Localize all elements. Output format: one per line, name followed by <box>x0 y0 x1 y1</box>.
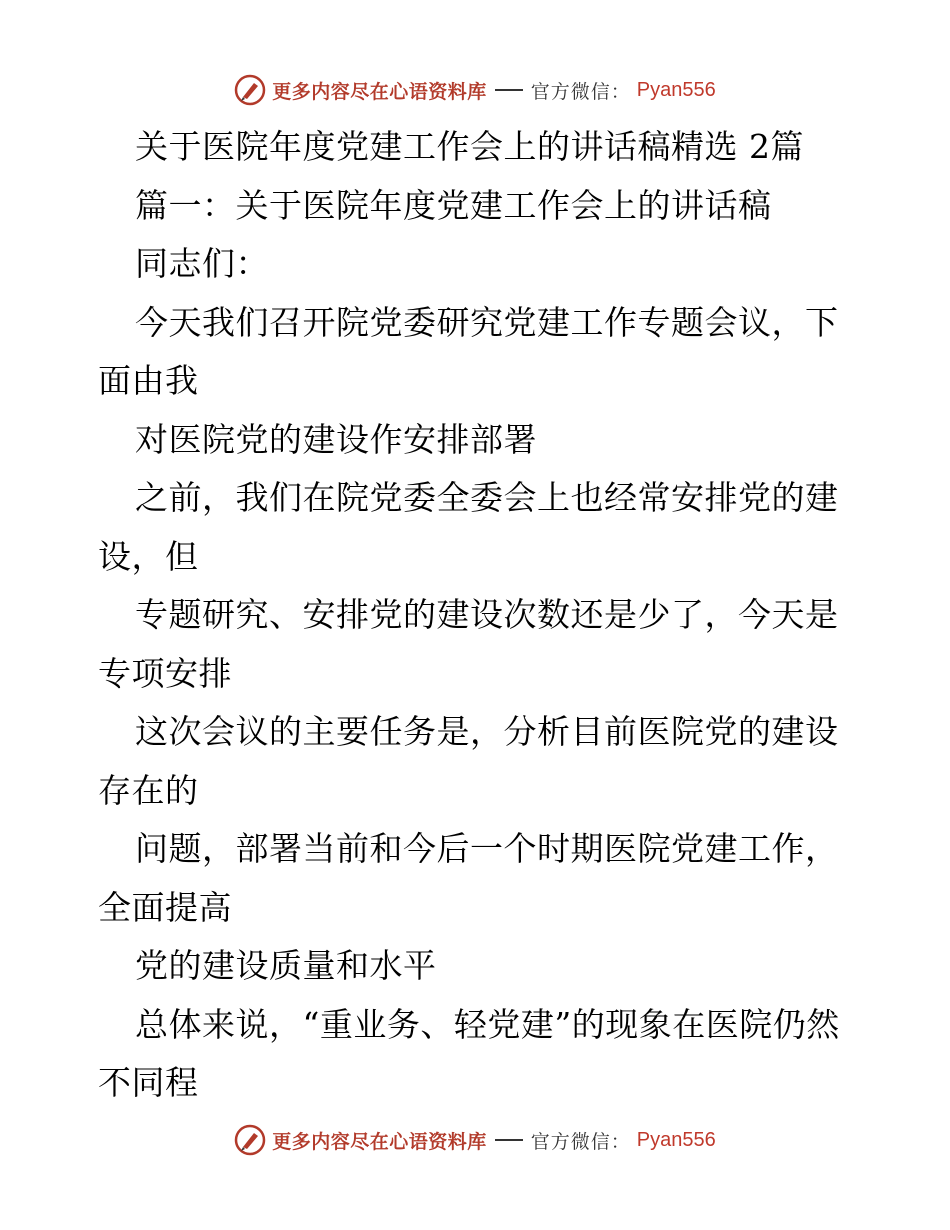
header-watermark-banner <box>0 70 950 110</box>
banner-contact-label: 官方微信： <box>530 80 631 103</box>
paragraph: 党的建设质量和水平 <box>135 946 437 985</box>
quill-pen-logo-icon <box>234 74 266 106</box>
section-heading: 篇一：关于医院年度党建工作会上的讲话稿 <box>135 185 772 225</box>
paragraph: 之前，我们在院党委全委会上也经常安排党的建设，但 <box>98 478 839 576</box>
banner-contact-label: 官方微信： <box>530 1130 631 1153</box>
document-title: 关于医院年度党建工作会上的讲话稿精选 2篇 <box>135 127 804 166</box>
banner-brand-text: 更多内容尽在心语资料库 <box>272 80 487 103</box>
document-body <box>98 118 854 1113</box>
banner-wechat-handle: Pyan556 <box>636 78 716 101</box>
quill-pen-logo-icon <box>234 1124 266 1156</box>
paragraph: 这次会议的主要任务是，分析目前医院党的建设存在的 <box>98 712 839 810</box>
banner-brand-text: 更多内容尽在心语资料库 <box>272 1130 487 1153</box>
footer-watermark-banner <box>0 1120 950 1160</box>
paragraph: 总体来说，“重业务、轻党建”的现象在医院仍然不同程 <box>98 1004 840 1102</box>
salutation: 同志们： <box>135 244 269 283</box>
paragraph: 问题，部署当前和今后一个时期医院党建工作，全面提高 <box>98 829 839 927</box>
paragraph: 今天我们召开院党委研究党建工作专题会议，下面由我 <box>98 302 839 400</box>
paragraph: 专题研究、安排党的建设次数还是少了，今天是专项安排 <box>98 595 839 693</box>
banner-dash <box>495 89 523 91</box>
paragraph: 对医院党的建设作安排部署 <box>135 419 537 459</box>
banner-wechat-handle: Pyan556 <box>636 1128 716 1151</box>
banner-dash <box>495 1139 523 1141</box>
